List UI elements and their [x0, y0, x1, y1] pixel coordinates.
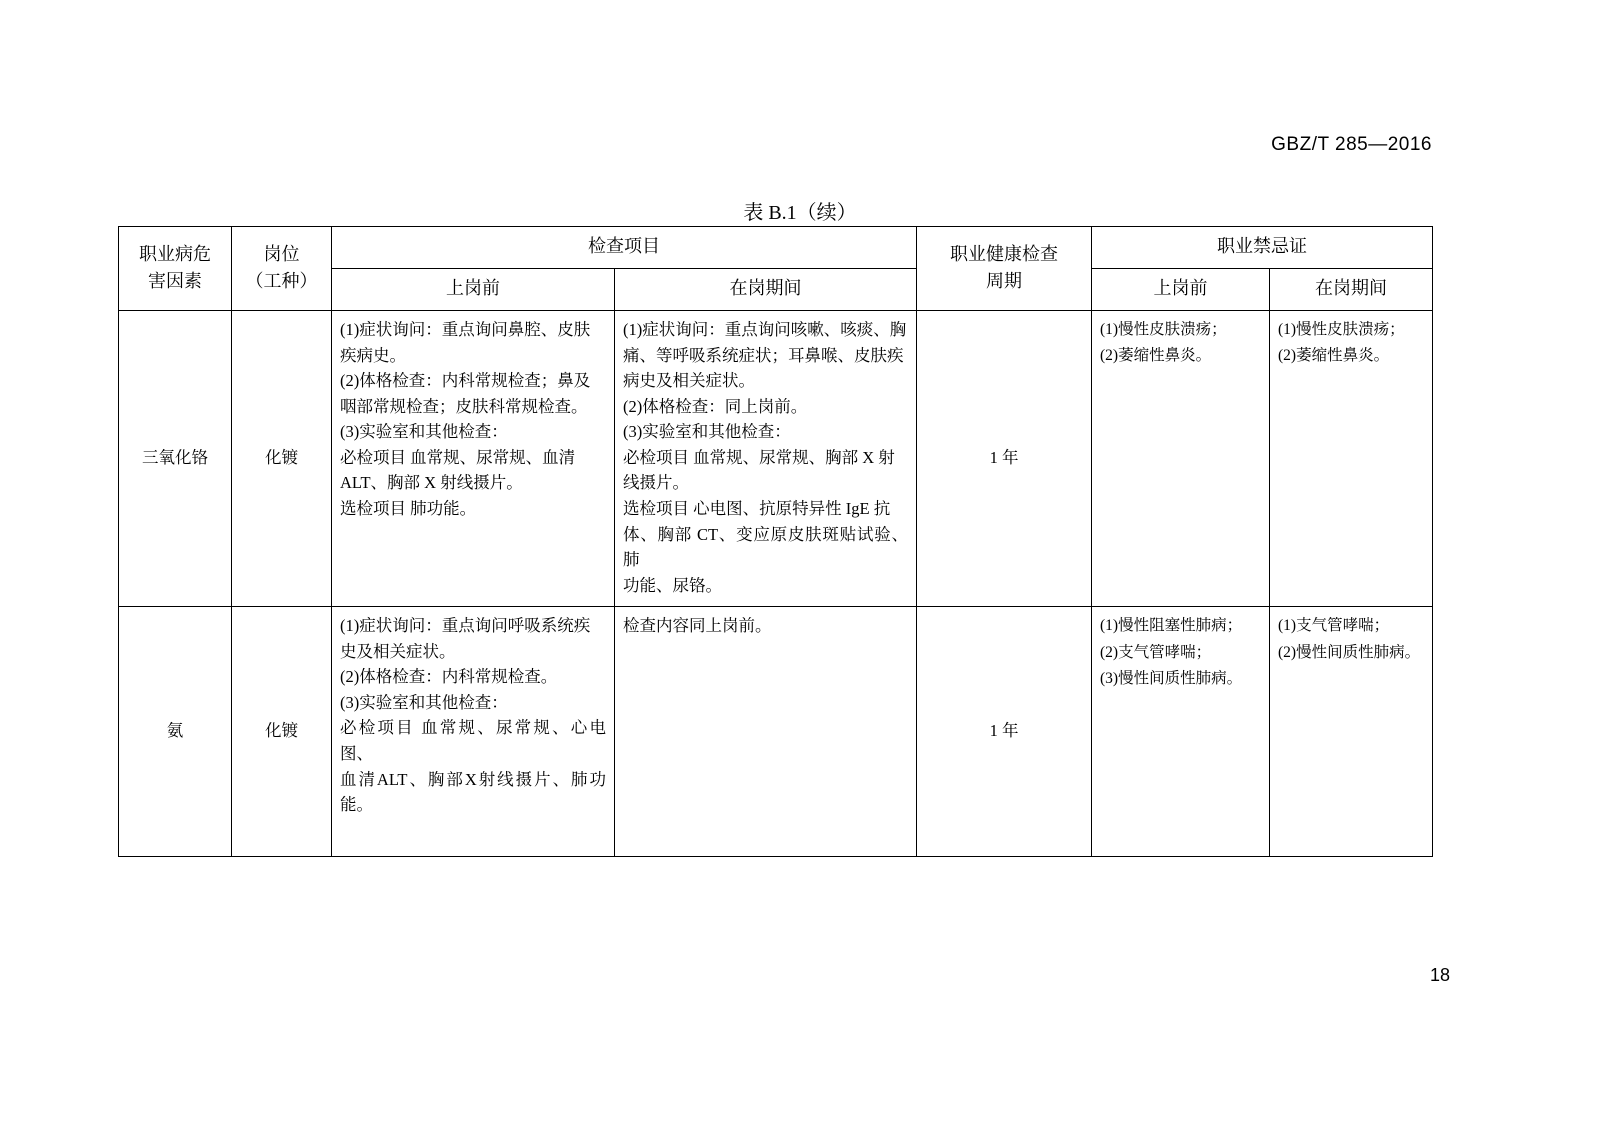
cell-post: 化镀: [232, 607, 332, 857]
text-line: ALT、胸部 X 射线摄片。: [340, 473, 523, 493]
cell-hazard-factor: 氨: [119, 607, 232, 857]
text-line: 必检项目 血常规、尿常规、胸部 X 射: [623, 447, 895, 467]
text-line: 史及相关症状。: [340, 641, 456, 661]
cell-exam-cycle: 1 年: [917, 607, 1092, 857]
text-line: (2)体格检查：同上岗前。: [623, 396, 808, 416]
text-line: 血清ALT、胸部X射线摄片、肺功能。: [340, 769, 606, 815]
header-exam-cycle: [917, 227, 1092, 311]
text-line: (1)症状询问：重点询问咳嗽、咳痰、胸: [623, 320, 907, 339]
text-line: (2)体格检查：内科常规检查。: [340, 667, 558, 687]
text-line: 咽部常规检查；皮肤科常规检查。: [340, 396, 588, 416]
text-line: (2)体格检查：内科常规检查；鼻及: [340, 371, 591, 391]
text-line: (2)慢性间质性肺病。: [1278, 643, 1421, 661]
text-line: (1)慢性阻塞性肺病；: [1100, 617, 1243, 635]
text-line: (1)慢性皮肤溃疡；: [1278, 321, 1405, 338]
text-line: 选检项目 肺功能。: [340, 498, 477, 518]
cell-exam-pre-job: [332, 311, 615, 607]
text-line: (1)慢性皮肤溃疡；: [1100, 321, 1227, 338]
cell-contra-pre-job: [1092, 311, 1270, 607]
header-contra-on-job: 在岗期间: [1270, 269, 1433, 311]
header-hazard-factor: [119, 227, 232, 311]
table-row: [119, 311, 1433, 607]
text-line: 痛、等呼吸系统症状；耳鼻喉、皮肤疾: [623, 345, 904, 365]
table-header-row-1: [119, 227, 1433, 269]
text-line: 功能、尿铬。: [623, 575, 722, 595]
table-row: [119, 607, 1433, 857]
header-hazard-factor-line2: 害因素: [148, 270, 202, 291]
text-line: 体、胸部 CT、变应原皮肤斑贴试验、肺: [623, 524, 908, 570]
text-line: (2)支气管哮喘；: [1100, 643, 1212, 661]
page-number: 18: [1429, 965, 1450, 985]
text-line: 检查内容同上岗前。: [623, 616, 772, 636]
header-post-line2: （工种）: [245, 270, 318, 291]
text-line: (3)实验室和其他检查：: [340, 692, 508, 712]
cell-exam-on-job: [615, 607, 917, 857]
cell-post: 化镀: [232, 311, 332, 607]
header-exam-cycle-line2: 周期: [986, 270, 1022, 291]
text-line: (3)实验室和其他检查：: [340, 422, 508, 442]
cell-exam-cycle: 1 年: [917, 311, 1092, 607]
text-line: 线摄片。: [623, 473, 689, 493]
header-exam-items: 检查项目: [332, 227, 917, 269]
header-exam-on-job: 在岗期间: [615, 269, 917, 311]
text-line: (1)支气管哮喘；: [1278, 617, 1390, 635]
text-line: (3)慢性间质性肺病。: [1100, 669, 1243, 687]
text-line: 疾病史。: [340, 345, 406, 365]
header-contra-pre-job: 上岗前: [1092, 269, 1270, 311]
cell-exam-pre-job: [332, 607, 615, 857]
text-line: (2)萎缩性鼻炎。: [1278, 347, 1390, 365]
cell-contra-pre-job: [1092, 607, 1270, 857]
text-line: 必检项目 血常规、尿常规、心电图、: [340, 718, 606, 763]
cell-exam-on-job: [615, 311, 917, 607]
cell-contra-on-job: [1270, 607, 1433, 857]
text-line: (1)症状询问：重点询问呼吸系统疾: [340, 616, 591, 636]
header-post-line1: 岗位: [263, 243, 300, 264]
header-hazard-factor-line1: 职业病危: [139, 243, 211, 264]
standard-code-header: GBZ/T 285—2016: [1271, 134, 1432, 155]
cell-contra-on-job: [1270, 311, 1433, 607]
header-exam-cycle-line1: 职业健康检查: [950, 243, 1058, 264]
text-line: 病史及相关症状。: [623, 371, 755, 391]
header-post: [232, 227, 332, 311]
text-line: 必检项目 血常规、尿常规、血清: [340, 447, 576, 467]
text-line: (2)萎缩性鼻炎。: [1100, 347, 1212, 365]
text-line: 选检项目 心电图、抗原特异性 IgE 抗: [623, 498, 891, 518]
header-exam-pre-job: 上岗前: [332, 269, 615, 311]
table-caption: 表 B.1（续）: [743, 202, 857, 224]
occupational-health-table: [118, 226, 1433, 857]
cell-hazard-factor: 三氧化铬: [119, 311, 232, 607]
header-contraindications: 职业禁忌证: [1092, 227, 1433, 269]
text-line: (1)症状询问：重点询问鼻腔、皮肤: [340, 320, 591, 339]
text-line: (3)实验室和其他检查：: [623, 422, 791, 442]
